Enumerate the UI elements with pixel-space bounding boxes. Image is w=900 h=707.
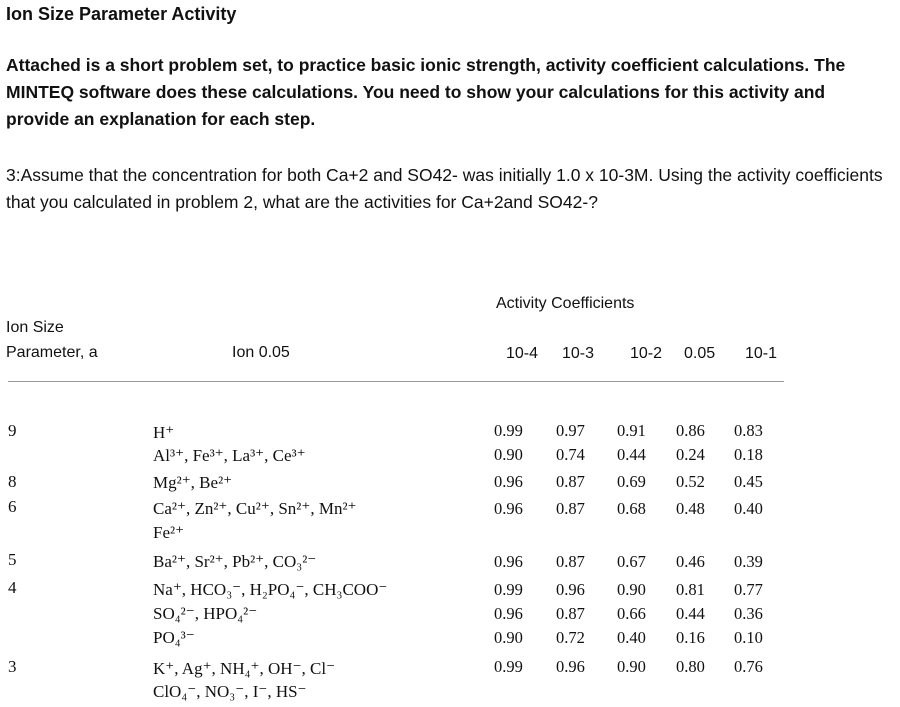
- table-header-divider: [8, 381, 784, 382]
- param-8: 8: [8, 472, 17, 491]
- ion-row-so4: SO₄²⁻, HPO₄²⁻: [153, 604, 258, 623]
- value-cell: 0.46: [676, 552, 705, 571]
- value-cell: 0.99: [494, 657, 523, 676]
- value-cell: 0.77: [734, 580, 763, 599]
- value-cell: 0.96: [556, 580, 585, 599]
- intro-paragraph: Attached is a short problem set, to practice basic ionic strength, activity coefficient calculations. The MINTEQ software does these calculations. You need to show your calculations for this activity and provide an explanation for each step.: [6, 55, 846, 129]
- value-cell: 0.10: [734, 628, 763, 647]
- value-cell: 0.66: [617, 604, 646, 623]
- param-5: 5: [8, 550, 17, 569]
- value-cell: 0.48: [676, 499, 705, 518]
- col-header-1e-3: 10-3: [562, 345, 595, 362]
- value-cell: 0.69: [617, 472, 646, 491]
- col-header-1e-4: 10-4: [506, 345, 539, 362]
- value-cell: 0.96: [494, 472, 523, 491]
- value-cell: 0.86: [676, 421, 705, 440]
- value-cell: 0.36: [734, 604, 763, 623]
- ion-row-po4: PO₄³⁻: [153, 628, 195, 647]
- value-cell: 0.39: [734, 552, 763, 571]
- ion-row-trivalent: Al³⁺, Fe³⁺, La³⁺, Ce³⁺: [153, 446, 306, 465]
- ion-row-ba-sr: Ba²⁺, Sr²⁺, Pb²⁺, CO₃²⁻: [153, 552, 317, 571]
- ion-row-clo4: ClO₄⁻, NO₃⁻, I⁻, HS⁻: [153, 682, 307, 701]
- ion-header: Ion 0.05: [232, 344, 290, 361]
- value-cell: 0.90: [494, 445, 523, 464]
- page-title: Ion Size Parameter Activity: [6, 4, 237, 24]
- param-6: 6: [8, 497, 17, 516]
- col-header-1e-1: 10-1: [745, 345, 778, 362]
- value-cell: 0.18: [734, 445, 763, 464]
- value-cell: 0.40: [734, 499, 763, 518]
- value-cell: 0.52: [676, 472, 705, 491]
- value-cell: 0.83: [734, 421, 763, 440]
- value-cell: 0.40: [617, 628, 646, 647]
- activity-coefficients-header: Activity Coefficients: [496, 295, 635, 312]
- value-cell: 0.24: [676, 445, 705, 464]
- value-cell: 0.91: [617, 421, 646, 440]
- value-cell: 0.45: [734, 472, 763, 491]
- value-cell: 0.44: [676, 604, 705, 623]
- ion-row-na: Na⁺, HCO₃⁻, H₂PO₄⁻, CH₃COO⁻: [153, 580, 388, 599]
- ion-row-mg-be: Mg²⁺, Be²⁺: [153, 473, 233, 492]
- ion-row-fe: Fe²⁺: [153, 523, 185, 542]
- value-cell: 0.90: [617, 580, 646, 599]
- value-cell: 0.87: [556, 499, 585, 518]
- value-cell: 0.90: [494, 628, 523, 647]
- value-cell: 0.87: [556, 472, 585, 491]
- value-cell: 0.90: [617, 657, 646, 676]
- value-cell: 0.96: [556, 657, 585, 676]
- value-cell: 0.96: [494, 552, 523, 571]
- value-cell: 0.81: [676, 580, 705, 599]
- param-3: 3: [8, 657, 17, 676]
- value-cell: 0.44: [617, 445, 646, 464]
- question-paragraph: 3:Assume that the concentration for both Ca+2 and SO42- was initially 1.0 x 10-3M. Using the activity coefficients that you calculated in problem 2, what are the activities for Ca+2and SO42-?: [6, 165, 883, 212]
- param-4: 4: [8, 578, 17, 597]
- value-cell: 0.99: [494, 421, 523, 440]
- value-cell: 0.68: [617, 499, 646, 518]
- value-cell: 0.96: [494, 499, 523, 518]
- value-cell: 0.80: [676, 657, 705, 676]
- value-cell: 0.67: [617, 552, 646, 571]
- value-cell: 0.74: [556, 445, 585, 464]
- ion-row-h: H⁺: [153, 423, 175, 442]
- value-cell: 0.87: [556, 604, 585, 623]
- ion-row-ca-zn: Ca²⁺, Zn²⁺, Cu²⁺, Sn²⁺, Mn²⁺: [153, 499, 357, 518]
- ion-row-k: K⁺, Ag⁺, NH₄⁺, OH⁻, Cl⁻: [153, 659, 336, 678]
- value-cell: 0.72: [556, 628, 585, 647]
- value-cell: 0.76: [734, 657, 763, 676]
- value-cell: 0.96: [494, 604, 523, 623]
- value-cell: 0.87: [556, 552, 585, 571]
- col-header-1e-2: 10-2: [630, 345, 663, 362]
- value-cell: 0.99: [494, 580, 523, 599]
- param-9: 9: [8, 421, 17, 440]
- col-header-0-05: 0.05: [684, 345, 716, 362]
- param-header-line1: Ion Size: [6, 319, 64, 336]
- value-cell: 0.16: [676, 628, 705, 647]
- param-header-line2: Parameter, a: [6, 344, 98, 361]
- value-cell: 0.97: [556, 421, 585, 440]
